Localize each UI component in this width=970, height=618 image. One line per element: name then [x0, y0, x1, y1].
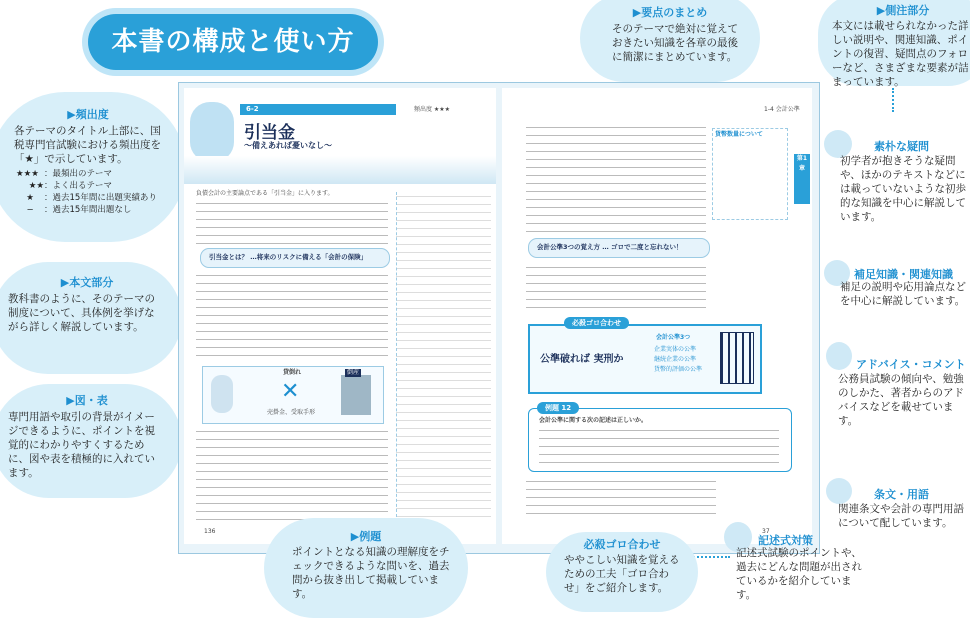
mascot-icon: [190, 102, 234, 162]
side-item-1-head: 補足知識・関連知識: [854, 268, 953, 281]
example-text: 会計公準に関する次の記述は正しいか。: [539, 417, 648, 424]
goro-callout-head: 必殺ゴロ合わせ: [583, 538, 661, 551]
side-item-0-text: 初学者が抱きそうな疑問や、ほかのテキストなどには載っていないような初歩的な知識を中心に解説しています。: [840, 155, 966, 223]
example-callout: [264, 518, 468, 618]
essay-text: 記述式試験のポイントや、過去にどんな問題が出されているかを紹介しています。: [736, 547, 862, 601]
side-item-0-head: 素朴な疑問: [874, 140, 929, 153]
example-head: ▶例題: [350, 530, 382, 543]
goro-title-box: [528, 238, 710, 258]
side-item-2-head: アドバイス・コメント: [856, 358, 966, 371]
summary-head: ▶要点のまとめ: [632, 6, 708, 19]
essay-head: 記述式対策: [758, 534, 813, 547]
figure-label-default: 貸倒れ: [283, 369, 302, 376]
intro-box-title: 引当金とは？ …将来のリスクに備える「会計の保険」: [209, 253, 368, 261]
frequency-text: 各テーマのタイトル上部に、国税専門官試験における頻出度を「★」で示しています。: [14, 125, 161, 165]
figure-label-receivable: 売掛金、受取手形: [267, 409, 316, 416]
right-side-note-title: 貨幣数量について: [715, 131, 763, 138]
cross-mark-icon: ✕: [281, 379, 300, 404]
side-item-3-head: 条文・用語: [874, 488, 929, 501]
scenery-hills: [184, 156, 496, 184]
chapter-tab: 第1章: [794, 154, 810, 204]
legend-desc-0: ：最頻出のテーマ: [44, 169, 113, 179]
body-lines-1: [196, 200, 388, 244]
figure-illustration: [202, 366, 384, 424]
essay-callout: [730, 526, 870, 600]
right-page-number: 37: [762, 528, 770, 535]
page-title-banner: [88, 14, 378, 70]
side-item-0: [840, 132, 970, 246]
body-head: ▶本文部分: [60, 276, 114, 289]
jail-icon: [720, 332, 754, 384]
goro-list-item-1: 継続企業の公準: [654, 356, 697, 363]
person-icon: [211, 375, 233, 413]
legend-desc-3: ：過去15年間出題なし: [44, 205, 132, 215]
goro-title: 会計公準3つの覚え方 … ゴロで二度と忘れない！: [537, 243, 683, 251]
right-body-lines-2: [526, 264, 706, 312]
body-lines-2: [196, 272, 388, 362]
intro-paragraph: 負債会計の主要論点である「引当金」に入ります。: [196, 190, 334, 197]
legend-stars-1: ★★: [28, 181, 44, 191]
example-label: 例題 12: [537, 402, 579, 414]
section-number: 6-2: [240, 104, 396, 115]
intro-box: [200, 248, 390, 268]
section-heading: 引当金: [244, 123, 295, 143]
advice-mascot-icon: [826, 342, 852, 370]
law-mascot-icon: [826, 478, 852, 504]
frequency-head: ▶頻出度: [67, 108, 109, 121]
left-page: [184, 88, 496, 544]
notes-text: 本文には載せられなかった詳しい説明や、関連知識、ポイントの復習、疑問点のフォローなど、さまざまな要素が詰まっています。: [832, 20, 969, 88]
left-page-number: 136: [204, 528, 216, 535]
goro-callout-text: ややこしい知識を覚えるための工夫「ゴロ合わせ」をご紹介します。: [564, 554, 680, 594]
right-page-header: 1-4 会計公準: [764, 106, 800, 113]
notes-head: ▶側注部分: [876, 4, 930, 17]
example-box: [528, 404, 792, 472]
goro-list-item-2: 貨幣的評価の公準: [654, 366, 703, 373]
goro-phrase: 公準破れば 実刑か: [540, 354, 624, 365]
freq-label: 頻出度 ★★★: [414, 106, 451, 113]
frequency-callout: [0, 92, 186, 242]
body-callout: [0, 262, 182, 374]
left-side-notes: [396, 192, 491, 522]
goro-badge: 必殺ゴロ合わせ: [564, 317, 629, 329]
goro-box: [528, 319, 762, 394]
building-icon: [341, 375, 371, 415]
legend-stars-3: −: [26, 205, 34, 215]
legend-desc-2: ：過去15年間に出題実績あり: [44, 193, 157, 203]
example-callout-text: ポイントとなる知識の理解度をチェックできるような問いを、過去問から抜き出して掲載しています。: [292, 546, 450, 600]
figure-head: ▶図・表: [66, 394, 108, 407]
right-body-lines-3: [526, 478, 716, 514]
figure-text: 専門用語や取引の背景がイメージできるように、ポイントを視覚的にわかりやすくするために、図や表を積極的に入れています。: [8, 411, 155, 479]
side-item-2-text: 公務員試験の傾向や、勉強のしかた、著者からのアドバイスなどを載せています。: [838, 373, 964, 427]
legend-desc-1: ：よく出るテーマ: [44, 181, 113, 191]
notes-connector: [892, 88, 894, 112]
goro-callout: [546, 532, 698, 612]
summary-text: そのテーマで絶対に覚えておきたい知識を各章の最後に簡潔にまとめています。: [612, 23, 738, 63]
figure-label-bankrupt: 倒産: [347, 369, 360, 376]
goro-list-item-0: 企業実体の公準: [654, 346, 697, 353]
side-item-1: [838, 256, 970, 326]
right-body-lines-1: [526, 124, 706, 234]
summary-callout: [580, 0, 760, 82]
legend-stars-0: ★★★: [16, 169, 39, 179]
example-body-lines: [539, 427, 779, 463]
right-side-note: [712, 128, 788, 220]
page-title: 本書の構成と使い方: [111, 27, 355, 57]
right-page: [502, 88, 812, 544]
side-item-1-text: 補足の説明や応用論点などを中心に解説しています。: [840, 281, 966, 307]
body-lines-3: [196, 428, 388, 520]
figure-callout: [0, 384, 182, 498]
goro-list-title: 会計公準3つ: [656, 334, 691, 341]
section-subheading: 〜備えあれば憂いなし〜: [244, 141, 332, 150]
legend-stars-2: ★: [26, 193, 34, 203]
notes-callout: [818, 0, 970, 86]
side-item-3-text: 関連条文や会計の専門用語について配しています。: [838, 503, 964, 529]
side-item-2: [838, 342, 970, 438]
body-text: 教科書のように、そのテーマの制度について、具体例を挙げながら詳しく解説しています。: [8, 293, 155, 333]
